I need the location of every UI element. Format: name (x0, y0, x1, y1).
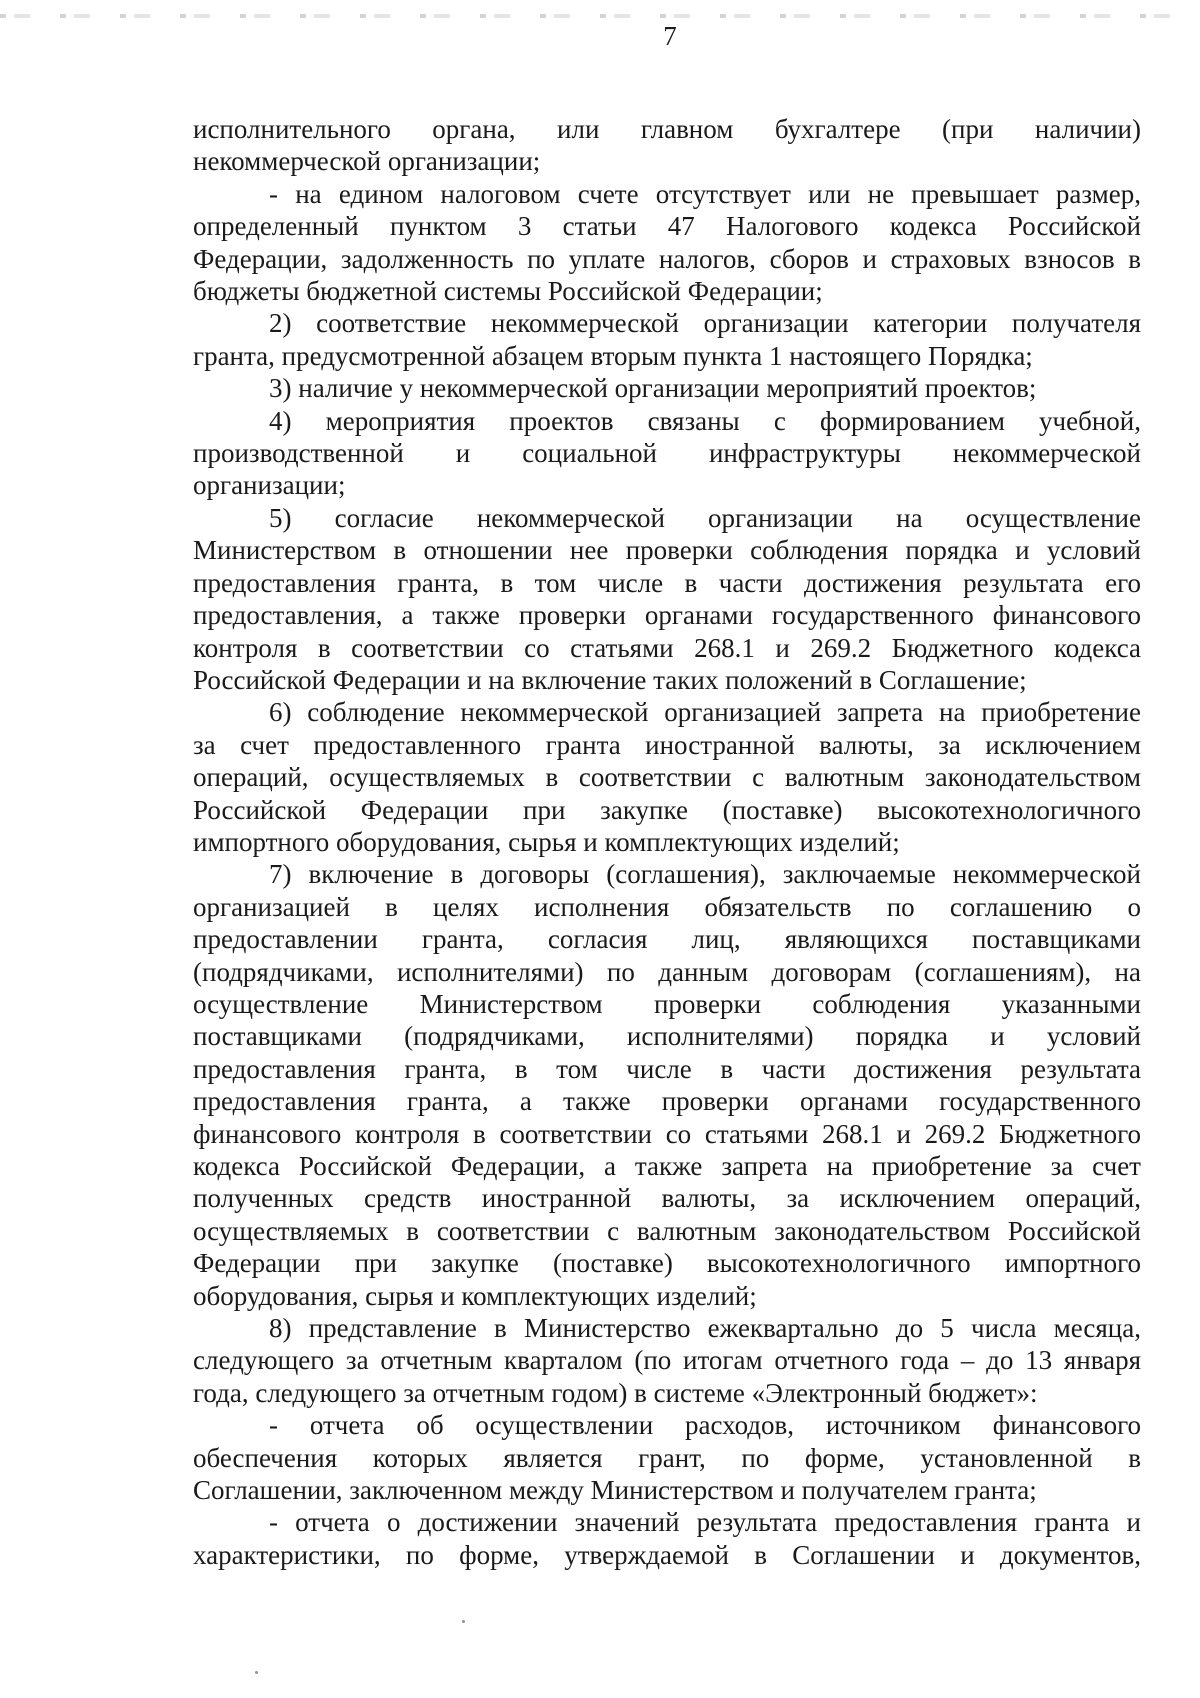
document-body (193, 113, 1141, 1571)
scan-speck (462, 1620, 465, 1623)
text-line: следующего за отчетным кварталом (по итогам отчетного года – до 13 января (193, 1345, 1141, 1376)
text-line: осуществляемых в соответствии с валютным законодательством Российской (193, 1215, 1141, 1246)
scan-speck (255, 1671, 258, 1674)
text-line: - на едином налоговом счете отсутствует или не превышает размер, (269, 178, 1141, 209)
page-number: 7 (663, 21, 677, 51)
text-line: осуществление Министерством проверки соблюдения указанными (193, 988, 1141, 1019)
text-line: 6) соблюдение некоммерческой организацией запрета на приобретение (269, 697, 1141, 728)
text-line: за счет предоставленного гранта иностранной валюты, за исключением (193, 729, 1141, 760)
text-line: Российской Федерации и на включение таких положений в Соглашение; (193, 664, 1027, 695)
text-line: операций, осуществляемых в соответствии с валютным законодательством (193, 762, 1141, 793)
scan-artifact-top-edge (0, 14, 1200, 18)
text-line: предоставления гранта, в том числе в части достижения результата (193, 1053, 1141, 1084)
text-line: предоставления гранта, а также проверки органами государственного (193, 1086, 1141, 1117)
text-line: контроля в соответствии со статьями 268.1 и 269.2 Бюджетного кодекса (193, 632, 1141, 663)
text-line: Соглашении, заключенном между Министерством и получателем гранта; (193, 1475, 1037, 1506)
text-line: обеспечения которых является грант, по форме, установленной в (193, 1442, 1141, 1473)
text-line: определенный пунктом 3 статьи 47 Налогового кодекса Российской (193, 211, 1141, 242)
text-line: некоммерческой организации; (193, 146, 541, 177)
text-line: гранта, предусмотренной абзацем вторым пункта 1 настоящего Порядка; (193, 340, 1033, 371)
text-line: организации; (193, 470, 346, 501)
text-line: 3) наличие у некоммерческой организации мероприятий проектов; (269, 373, 1037, 404)
text-line: производственной и социальной инфраструктуры некоммерческой (193, 438, 1141, 469)
text-line: кодекса Российской Федерации, а также запрета на приобретение за счет (193, 1151, 1141, 1181)
text-line: - отчета о достижении значений результата предоставления гранта и (269, 1507, 1141, 1538)
text-line: года, следующего за отчетным годом) в системе «Электронный бюджет»: (193, 1377, 1038, 1408)
text-line: 7) включение в договоры (соглашения), заключаемые некоммерческой (269, 859, 1141, 890)
text-line: 8) представление в Министерство ежеквартально до 5 числа месяца, (269, 1313, 1141, 1344)
text-line: - отчета об осуществлении расходов, источником финансового (269, 1410, 1141, 1441)
text-line: Российской Федерации при закупке (поставке) высокотехнологичного (193, 794, 1141, 825)
text-line: (подрядчиками, исполнителями) по данным договорам (соглашениям), на (193, 956, 1141, 987)
text-line: 2) соответствие некоммерческой организации категории получателя (269, 308, 1141, 339)
text-line: характеристики, по форме, утверждаемой в Соглашении и документов, (193, 1539, 1141, 1570)
text-line: Федерации, задолженность по уплате налогов, сборов и страховых взносов в (193, 243, 1141, 274)
text-line: финансового контроля в соответствии со статьями 268.1 и 269.2 Бюджетного (193, 1118, 1141, 1149)
text-line: полученных средств иностранной валюты, за исключением операций, (193, 1183, 1141, 1214)
text-line: импортного оборудования, сырья и комплектующих изделий; (193, 826, 900, 857)
text-line: Министерством в отношении нее проверки соблюдения порядка и условий (193, 535, 1141, 566)
text-line: предоставления, а также проверки органами государственного финансового (193, 600, 1141, 631)
text-line: Федерации при закупке (поставке) высокотехнологичного импортного (193, 1248, 1141, 1279)
text-line: 5) согласие некоммерческой организации на осуществление (269, 502, 1141, 533)
text-line: бюджеты бюджетной системы Российской Федерации; (193, 276, 823, 307)
text-line: предоставлении гранта, согласия лиц, являющихся поставщиками (193, 924, 1141, 955)
text-line: поставщиками (подрядчиками, исполнителями) порядка и условий (193, 1021, 1141, 1052)
text-line: организацией в целях исполнения обязательств по соглашению о (193, 891, 1141, 922)
text-line: предоставления гранта, в том числе в части достижения результата его (193, 567, 1141, 598)
text-line: исполнительного органа, или главном бухгалтере (при наличии) (193, 114, 1141, 144)
text-line: оборудования, сырья и комплектующих изделий; (193, 1280, 757, 1311)
text-line: 4) мероприятия проектов связаны с формированием учебной, (269, 405, 1141, 436)
